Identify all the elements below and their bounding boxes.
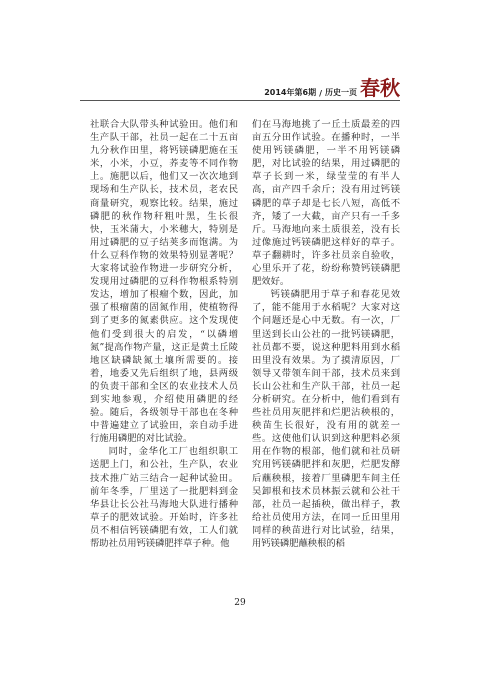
paragraph: 们在马海地挑了一丘土质最差的四亩五分田作试验。在播种时，一半使用钙镁磷肥，一半不用钙镁磷肥，对比试验的结果，用过磷肥的草子长到一米，绿莹莹的有半人高，亩产四千余斤；没有用过钙镁磷肥的草子却是七长八短，高低不齐，矮了一大截，亩产只有一千多斤。马海地向来土质很差，没有长过像施过钙镁磷肥这样好的草子。草子翻耕时，许多社员亲自验收，心里乐开了花，纷纷称赞钙镁磷肥肥效好。 <box>252 119 400 288</box>
right-column <box>252 118 400 550</box>
paragraph: 社联合大队带头种试验田。他们和生产队干部，社员一起在二十五亩九分秋作田里，将钙镁磷肥施在玉米，小米，小豆，荞麦等不同作物上。施肥以后，他们又一次次地到现场和生产队长，技术员，老农民商量研究，观察比较。结果，施过磷肥的秋作物秆粗叶黑，生长很快，玉米蒲大，小米穗大，特别是用过磷肥的豆子结荚多而饱满。为什么豆科作物的效果特别显著呢？大家将试验作物进一步研究分析，发现用过磷肥的豆科作物根系特别发达，增加了根瘤个数，因此，加强了根瘤菌的固氮作用，使植物得到了更多的氮素供应。这个发现使他们受到很大的启发，“以磷增氮”提高作物产量，这正是黄土丘陵地区缺磷缺氮土壤所需要的。接着，地委又先后组织了地，县两级的负责干部和全区的农业技术人员到实地参观，介绍使用磷肥的经验。随后，各级领导干部也在冬种中普遍建立了试验田，亲自动手进行施用磷肥的对比试验。 <box>90 119 238 445</box>
paragraph: 同时，金华化工厂也组织职工送肥上门，和公社，生产队，农业技术推广站三结合一起种试验田。前年冬季，厂里送了一批肥料到金华县让长公社马海地大队进行播种草子的肥效试验。开始时，许多社员不相信钙镁磷肥有效，工人们就帮助社员用钙镁磷肥拌草子种。他 <box>90 446 238 549</box>
header-separator: / <box>319 89 322 98</box>
left-column <box>90 118 238 550</box>
header-issue: 2014年第6期 <box>264 88 317 97</box>
paragraph: 钙镁磷肥用于草子和春花见效了，能不能用于水稻呢？大家对这个问题还是心中无数。有一次，厂里送到长山公社的一批钙镁磷肥，社员都不要，说这种肥料用到水稻田里没有效果。为了摸清原因，厂领导又带领车间干部，技术员来到长山公社和生产队干部，社员一起分析研究。在分析中，他们看到有些社员用灰肥拌和烂肥沾秧根的，秧苗生长很好，没有用的就差一些。这使他们认识到这种肥料必须用在作物的根部，他们就和社员研究用钙镁磷肥拌和灰肥，烂肥发酵后蘸秧根，接着厂里磷肥车间主任吴卸根和技术员林振云就和公社干部，社员一起插秧，做出样子，教给社员使用方法，在同一丘田里用同样的秧苗进行对比试验，结果，用钙镁磷肥蘸秧根的稻 <box>252 289 400 549</box>
header-brand-logo: 春秋 <box>360 76 400 100</box>
header-column: 历史一页 <box>325 88 357 97</box>
page-number: 29 <box>234 598 246 608</box>
running-header <box>264 76 400 98</box>
header-rule <box>80 100 400 101</box>
